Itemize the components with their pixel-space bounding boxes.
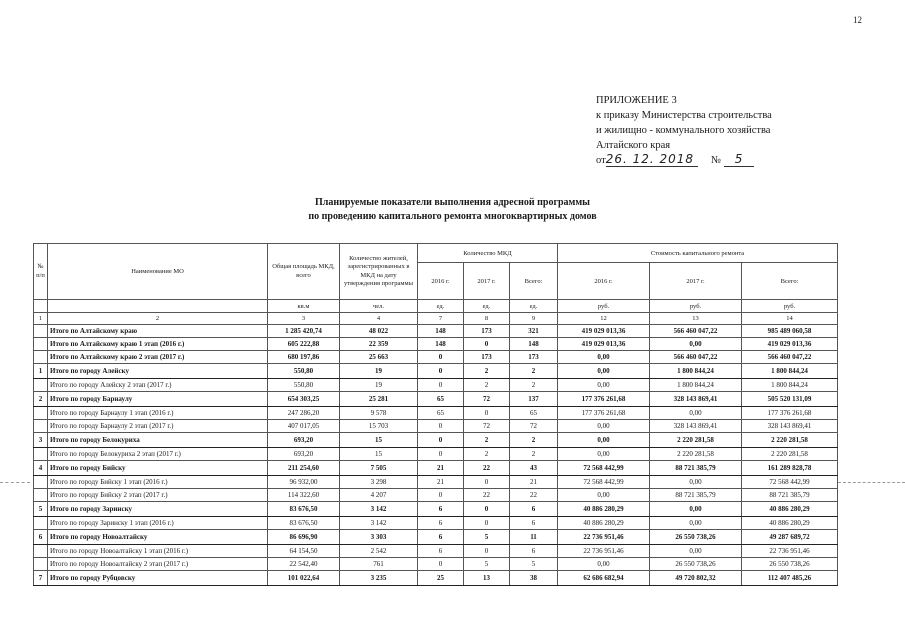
row-value-cell: 0,00 <box>650 502 742 517</box>
row-value-cell: 40 886 280,29 <box>558 502 650 517</box>
row-value-cell <box>34 379 48 392</box>
row-value-cell: 15 <box>340 448 418 461</box>
row-value-cell: 3 303 <box>340 530 418 545</box>
row-name-cell: Итого по городу Заринску <box>48 502 268 517</box>
row-value-cell: 2 220 281,58 <box>650 448 742 461</box>
row-value-cell <box>34 325 48 338</box>
column-number-cell: 7 <box>418 313 464 325</box>
row-value-cell: 985 489 060,58 <box>742 325 838 338</box>
column-number-cell: 4 <box>340 313 418 325</box>
row-value-cell: 3 142 <box>340 517 418 530</box>
row-value-cell: 419 029 013,36 <box>742 338 838 351</box>
row-value-cell: 9 578 <box>340 407 418 420</box>
row-value-cell: 6 <box>510 517 558 530</box>
row-value-cell: 2 <box>510 448 558 461</box>
row-value-cell: 0 <box>464 476 510 489</box>
unit-cell: ед. <box>510 300 558 313</box>
row-value-cell: 5 <box>464 558 510 571</box>
row-value-cell: 605 222,88 <box>268 338 340 351</box>
row-value-cell: 72 <box>464 392 510 407</box>
row-value-cell: 148 <box>418 325 464 338</box>
handwritten-date: 26. 12. 2018 <box>606 153 698 167</box>
row-value-cell: 88 721 385,79 <box>650 489 742 502</box>
row-value-cell: 83 676,50 <box>268 502 340 517</box>
row-value-cell: 1 <box>34 364 48 379</box>
scan-artifact-line <box>0 482 30 483</box>
row-value-cell: 7 <box>34 571 48 586</box>
row-value-cell: 38 <box>510 571 558 586</box>
row-name-cell: Итого по городу Белокуриха <box>48 433 268 448</box>
header-mkd-total: Всего: <box>510 263 558 300</box>
row-name-cell: Итого по Алтайскому краю 2 этап (2017 г.) <box>48 351 268 364</box>
row-value-cell: 247 286,20 <box>268 407 340 420</box>
row-value-cell: 3 235 <box>340 571 418 586</box>
row-value-cell: 5 <box>464 530 510 545</box>
appendix-line: Алтайского края <box>596 140 671 151</box>
header-mkd-group: Количество МКД <box>418 244 558 263</box>
row-value-cell: 72 568 442,99 <box>558 461 650 476</box>
column-number-cell: 8 <box>464 313 510 325</box>
row-value-cell: 148 <box>510 338 558 351</box>
row-value-cell: 65 <box>510 407 558 420</box>
row-value-cell: 22 542,40 <box>268 558 340 571</box>
table-row <box>34 351 838 364</box>
header-mkd-2016: 2016 г. <box>418 263 464 300</box>
row-value-cell: 65 <box>418 407 464 420</box>
row-value-cell: 5 <box>34 502 48 517</box>
row-value-cell: 0,00 <box>558 351 650 364</box>
row-value-cell: 21 <box>418 461 464 476</box>
row-value-cell: 177 376 261,68 <box>742 407 838 420</box>
scan-artifact-line <box>838 482 905 483</box>
handwritten-number: 5 <box>724 153 754 167</box>
row-value-cell: 96 932,00 <box>268 476 340 489</box>
table-row <box>34 325 838 338</box>
row-value-cell: 566 460 047,22 <box>742 351 838 364</box>
appendix-line: и жилищно - коммунального хозяйства <box>596 125 771 136</box>
row-value-cell: 550,80 <box>268 364 340 379</box>
row-value-cell: 0 <box>418 489 464 502</box>
row-value-cell <box>34 558 48 571</box>
row-value-cell: 72 568 442,99 <box>558 476 650 489</box>
row-value-cell <box>34 407 48 420</box>
row-value-cell: 0 <box>418 448 464 461</box>
row-value-cell: 0,00 <box>650 338 742 351</box>
row-value-cell: 0,00 <box>558 420 650 433</box>
row-value-cell: 114 322,60 <box>268 489 340 502</box>
row-value-cell: 25 <box>418 571 464 586</box>
unit-cell: ед. <box>418 300 464 313</box>
header-area: Общая площадь МКД, всего <box>268 244 340 300</box>
row-value-cell: 2 <box>510 433 558 448</box>
row-value-cell: 550,80 <box>268 379 340 392</box>
header-mkd-2017: 2017 г. <box>464 263 510 300</box>
row-value-cell: 40 886 280,29 <box>558 517 650 530</box>
row-value-cell: 654 303,25 <box>268 392 340 407</box>
row-value-cell: 0 <box>464 407 510 420</box>
row-value-cell: 1 800 844,24 <box>742 379 838 392</box>
row-value-cell: 566 460 047,22 <box>650 351 742 364</box>
row-value-cell: 48 022 <box>340 325 418 338</box>
row-value-cell: 505 520 131,09 <box>742 392 838 407</box>
row-value-cell: 177 376 261,68 <box>558 407 650 420</box>
row-name-cell: Итого по городу Белокуриха 2 этап (2017 г.) <box>48 448 268 461</box>
row-value-cell: 4 207 <box>340 489 418 502</box>
row-value-cell: 40 886 280,29 <box>742 517 838 530</box>
row-value-cell: 566 460 047,22 <box>650 325 742 338</box>
row-value-cell: 86 696,90 <box>268 530 340 545</box>
row-name-cell: Итого по городу Рубцовску <box>48 571 268 586</box>
row-value-cell: 7 505 <box>340 461 418 476</box>
table-row <box>34 420 838 433</box>
header-residents: Количество жителей, зарегистрированных в МКД на дату утверждения программы <box>340 244 418 300</box>
row-value-cell: 1 285 420,74 <box>268 325 340 338</box>
row-value-cell: 25 663 <box>340 351 418 364</box>
row-value-cell: 0 <box>464 502 510 517</box>
number-prefix: № <box>710 155 721 166</box>
row-value-cell: 6 <box>418 517 464 530</box>
row-value-cell: 177 376 261,68 <box>558 392 650 407</box>
title-line: Планируемые показатели выполнения адресной программы <box>315 197 590 208</box>
row-name-cell: Итого по городу Барнаулу 1 этап (2016 г.) <box>48 407 268 420</box>
row-value-cell: 5 <box>510 558 558 571</box>
row-name-cell: Итого по городу Новоалтайску <box>48 530 268 545</box>
row-value-cell <box>34 545 48 558</box>
row-value-cell: 21 <box>418 476 464 489</box>
row-value-cell: 0,00 <box>558 364 650 379</box>
row-value-cell: 2 <box>464 379 510 392</box>
row-name-cell: Итого по городу Бийску 2 этап (2017 г.) <box>48 489 268 502</box>
row-value-cell: 49 287 689,72 <box>742 530 838 545</box>
row-value-cell: 161 289 828,78 <box>742 461 838 476</box>
row-value-cell: 173 <box>510 351 558 364</box>
row-value-cell: 64 154,50 <box>268 545 340 558</box>
unit-cell: чел. <box>340 300 418 313</box>
row-value-cell: 0,00 <box>558 379 650 392</box>
table-row <box>34 517 838 530</box>
row-value-cell: 0,00 <box>558 433 650 448</box>
row-value-cell: 65 <box>418 392 464 407</box>
column-numbers-row <box>34 313 838 325</box>
row-value-cell: 3 <box>34 433 48 448</box>
unit-cell: ед. <box>464 300 510 313</box>
table-row <box>34 433 838 448</box>
table-row <box>34 448 838 461</box>
row-value-cell: 72 <box>464 420 510 433</box>
table-row <box>34 476 838 489</box>
unit-cell <box>34 300 48 313</box>
row-name-cell: Итого по городу Бийску 1 этап (2016 г.) <box>48 476 268 489</box>
row-value-cell: 3 298 <box>340 476 418 489</box>
row-value-cell: 321 <box>510 325 558 338</box>
appendix-header <box>596 93 772 168</box>
row-value-cell: 6 <box>418 530 464 545</box>
row-value-cell: 112 407 485,26 <box>742 571 838 586</box>
row-value-cell: 72 <box>510 420 558 433</box>
table-row <box>34 461 838 476</box>
row-value-cell: 173 <box>464 351 510 364</box>
appendix-title: ПРИЛОЖЕНИЕ 3 <box>596 95 677 106</box>
row-value-cell: 2 220 281,58 <box>650 433 742 448</box>
row-value-cell: 21 <box>510 476 558 489</box>
date-prefix: от <box>596 155 606 166</box>
row-value-cell: 1 800 844,24 <box>742 364 838 379</box>
row-value-cell: 211 254,60 <box>268 461 340 476</box>
row-value-cell: 3 142 <box>340 502 418 517</box>
row-value-cell: 1 800 844,24 <box>650 364 742 379</box>
row-value-cell: 6 <box>418 502 464 517</box>
row-name-cell: Итого по городу Заринску 1 этап (2016 г.) <box>48 517 268 530</box>
unit-cell: кв.м <box>268 300 340 313</box>
column-number-cell: 1 <box>34 313 48 325</box>
row-value-cell: 2 <box>464 364 510 379</box>
row-value-cell <box>34 448 48 461</box>
page-number: 12 <box>853 15 862 25</box>
row-value-cell: 49 720 802,32 <box>650 571 742 586</box>
row-name-cell: Итого по городу Барнаулу 2 этап (2017 г.) <box>48 420 268 433</box>
row-value-cell: 173 <box>464 325 510 338</box>
table-row <box>34 489 838 502</box>
row-value-cell: 22 <box>510 489 558 502</box>
column-number-cell: 3 <box>268 313 340 325</box>
table-row <box>34 558 838 571</box>
row-value-cell: 72 568 442,99 <box>742 476 838 489</box>
row-value-cell: 0 <box>464 517 510 530</box>
units-row <box>34 300 838 313</box>
row-value-cell: 6 <box>510 545 558 558</box>
row-value-cell: 11 <box>510 530 558 545</box>
row-value-cell: 88 721 385,79 <box>742 489 838 502</box>
row-value-cell: 6 <box>418 545 464 558</box>
row-value-cell: 0 <box>418 433 464 448</box>
title-line: по проведению капитального ремонта многоквартирных домов <box>308 211 597 222</box>
unit-cell: руб. <box>558 300 650 313</box>
column-number-cell: 9 <box>510 313 558 325</box>
row-value-cell: 2 <box>464 448 510 461</box>
row-value-cell: 148 <box>418 338 464 351</box>
row-value-cell: 22 736 951,46 <box>742 545 838 558</box>
row-value-cell: 693,20 <box>268 448 340 461</box>
row-name-cell: Итого по городу Алейску 2 этап (2017 г.) <box>48 379 268 392</box>
row-name-cell: Итого по городу Новоалтайску 2 этап (2017 г.) <box>48 558 268 571</box>
row-value-cell: 25 281 <box>340 392 418 407</box>
row-value-cell: 22 <box>464 461 510 476</box>
row-value-cell: 22 359 <box>340 338 418 351</box>
row-value-cell: 0 <box>418 420 464 433</box>
header-cost-2017: 2017 г. <box>650 263 742 300</box>
column-number-cell: 2 <box>48 313 268 325</box>
table-row <box>34 392 838 407</box>
row-value-cell: 761 <box>340 558 418 571</box>
table-row <box>34 379 838 392</box>
row-value-cell: 419 029 013,36 <box>558 325 650 338</box>
row-value-cell: 328 143 869,41 <box>650 420 742 433</box>
row-name-cell: Итого по городу Алейску <box>48 364 268 379</box>
row-value-cell: 62 686 682,94 <box>558 571 650 586</box>
row-value-cell: 13 <box>464 571 510 586</box>
row-value-cell: 0 <box>418 351 464 364</box>
row-name-cell: Итого по городу Барнаулу <box>48 392 268 407</box>
row-value-cell: 2 <box>510 379 558 392</box>
row-value-cell: 0,00 <box>650 517 742 530</box>
row-value-cell: 0,00 <box>558 489 650 502</box>
row-value-cell: 2 220 281,58 <box>742 448 838 461</box>
row-value-cell: 0 <box>464 545 510 558</box>
row-value-cell: 2 <box>464 433 510 448</box>
header-cost-2016: 2016 г. <box>558 263 650 300</box>
row-value-cell: 419 029 013,36 <box>558 338 650 351</box>
row-value-cell: 0,00 <box>650 545 742 558</box>
table-row <box>34 502 838 517</box>
row-value-cell: 0 <box>464 338 510 351</box>
row-value-cell: 2 <box>510 364 558 379</box>
row-name-cell: Итого по городу Бийску <box>48 461 268 476</box>
row-value-cell: 19 <box>340 379 418 392</box>
table-body <box>34 325 838 586</box>
row-value-cell <box>34 338 48 351</box>
row-value-cell <box>34 420 48 433</box>
row-value-cell: 0,00 <box>650 476 742 489</box>
row-value-cell: 6 <box>510 502 558 517</box>
row-value-cell: 137 <box>510 392 558 407</box>
row-value-cell: 26 550 738,26 <box>650 558 742 571</box>
row-value-cell: 0,00 <box>558 448 650 461</box>
row-value-cell <box>34 489 48 502</box>
row-value-cell: 407 017,05 <box>268 420 340 433</box>
row-value-cell: 2 <box>34 392 48 407</box>
column-number-cell: 12 <box>558 313 650 325</box>
row-value-cell: 328 143 869,41 <box>742 420 838 433</box>
row-value-cell: 26 550 738,26 <box>650 530 742 545</box>
unit-cell: руб. <box>742 300 838 313</box>
table-row <box>34 545 838 558</box>
appendix-line: к приказу Министерства строительства <box>596 110 772 121</box>
row-value-cell: 15 703 <box>340 420 418 433</box>
row-value-cell: 22 <box>464 489 510 502</box>
row-value-cell: 22 736 951,46 <box>558 545 650 558</box>
row-value-cell <box>34 517 48 530</box>
table-row <box>34 530 838 545</box>
header-name: Наименование МО <box>48 244 268 300</box>
row-value-cell: 4 <box>34 461 48 476</box>
row-value-cell: 0,00 <box>650 407 742 420</box>
program-indicators-table <box>33 243 838 586</box>
row-value-cell: 43 <box>510 461 558 476</box>
row-value-cell: 680 197,86 <box>268 351 340 364</box>
row-value-cell: 88 721 385,79 <box>650 461 742 476</box>
table-row <box>34 571 838 586</box>
header-cost-total: Всего: <box>742 263 838 300</box>
row-value-cell: 0 <box>418 558 464 571</box>
column-number-cell: 13 <box>650 313 742 325</box>
unit-cell <box>48 300 268 313</box>
row-value-cell: 83 676,50 <box>268 517 340 530</box>
row-value-cell: 101 022,64 <box>268 571 340 586</box>
header-cost-group: Стоимость капитального ремонта <box>558 244 838 263</box>
unit-cell: руб. <box>650 300 742 313</box>
table-row <box>34 338 838 351</box>
row-value-cell: 0 <box>418 364 464 379</box>
row-name-cell: Итого по Алтайскому краю <box>48 325 268 338</box>
row-value-cell: 19 <box>340 364 418 379</box>
row-value-cell: 2 220 281,58 <box>742 433 838 448</box>
row-value-cell: 15 <box>340 433 418 448</box>
row-value-cell <box>34 351 48 364</box>
row-value-cell: 6 <box>34 530 48 545</box>
row-value-cell: 328 143 869,41 <box>650 392 742 407</box>
column-number-cell: 14 <box>742 313 838 325</box>
document-title <box>0 196 905 224</box>
row-value-cell: 693,20 <box>268 433 340 448</box>
row-value-cell: 1 800 844,24 <box>650 379 742 392</box>
header-num: № п/п <box>34 244 48 300</box>
row-name-cell: Итого по Алтайскому краю 1 этап (2016 г.) <box>48 338 268 351</box>
row-value-cell: 22 736 951,46 <box>558 530 650 545</box>
row-value-cell: 2 542 <box>340 545 418 558</box>
row-value-cell: 0 <box>418 379 464 392</box>
order-date-number <box>596 153 772 168</box>
table-row <box>34 364 838 379</box>
row-value-cell: 0,00 <box>558 558 650 571</box>
table-row <box>34 407 838 420</box>
row-value-cell: 26 550 738,26 <box>742 558 838 571</box>
row-name-cell: Итого по городу Новоалтайску 1 этап (2016 г.) <box>48 545 268 558</box>
row-value-cell <box>34 476 48 489</box>
row-value-cell: 40 886 280,29 <box>742 502 838 517</box>
